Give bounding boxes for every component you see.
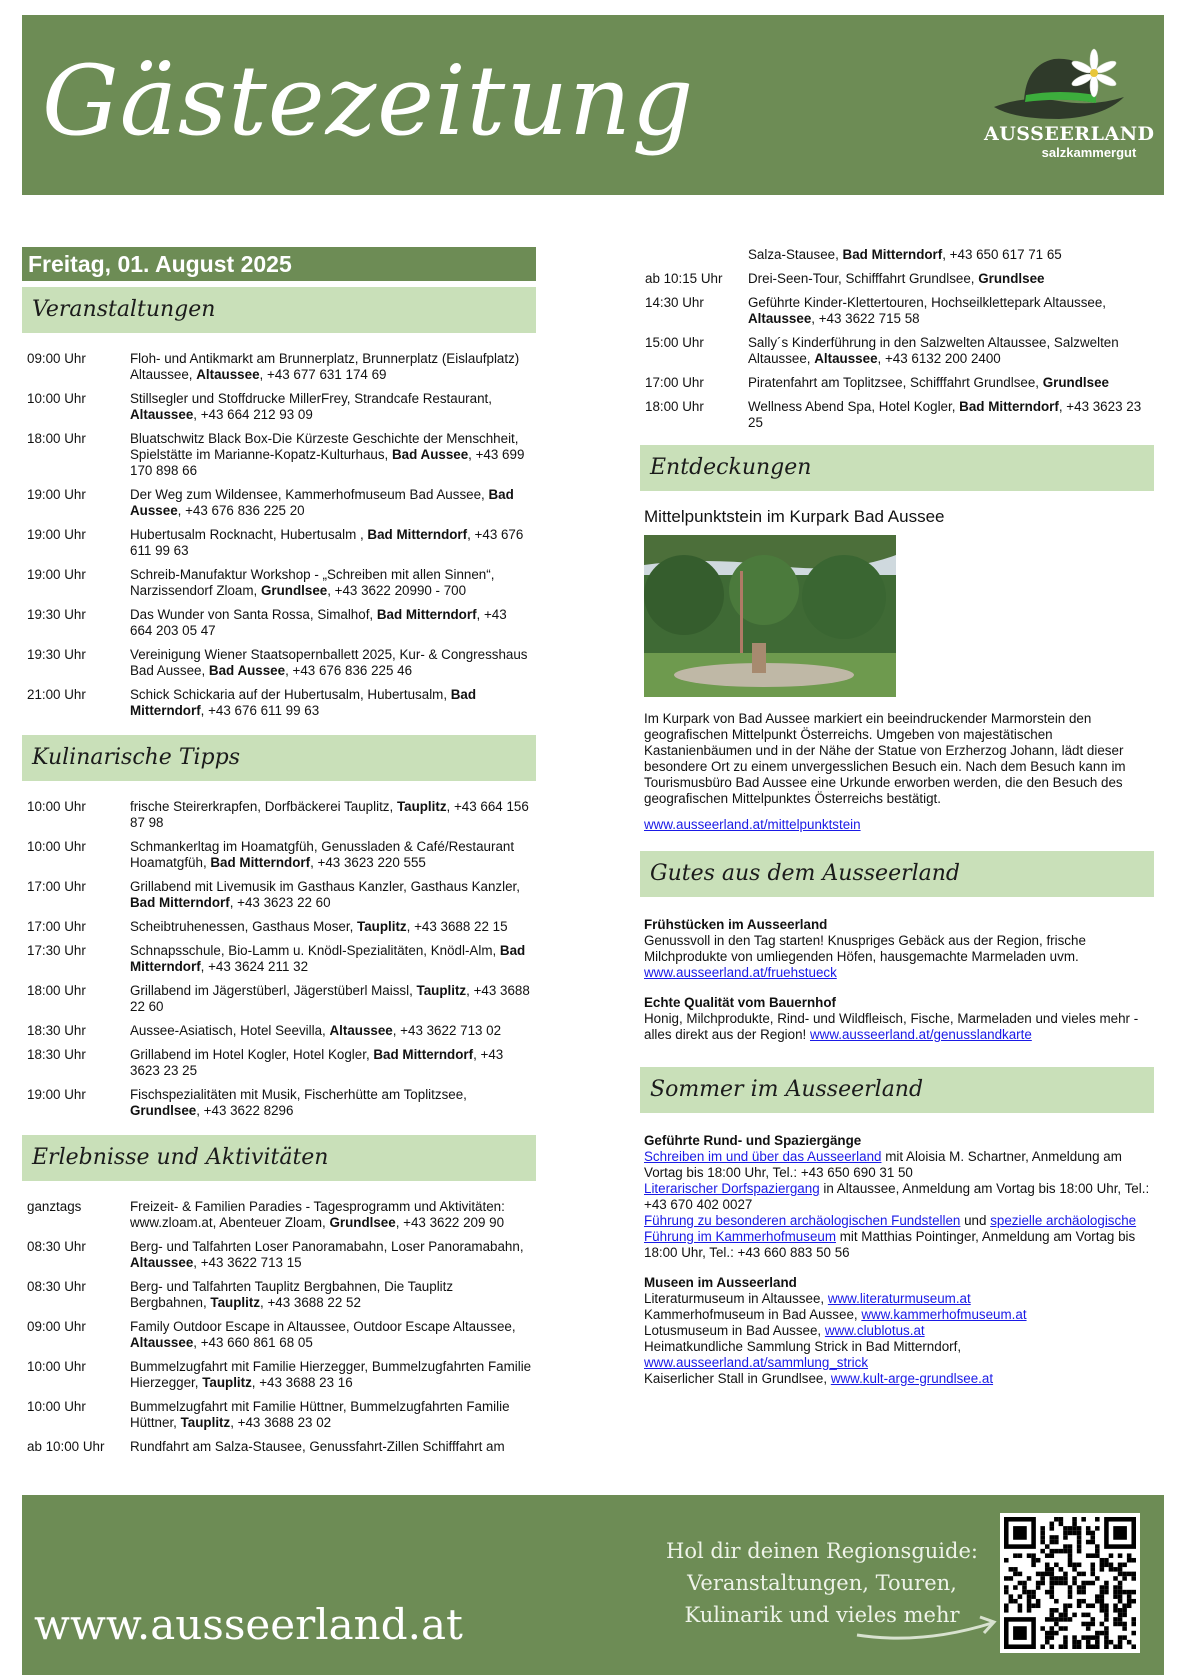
event-time: 18:00 Uhr bbox=[27, 431, 86, 446]
event-row bbox=[640, 247, 1154, 263]
event-location: Grundlsee bbox=[130, 1103, 197, 1118]
event-description: Schmankerltag im Hoamatgfüh, Genussladen & Café/Restaurant Hoamatgfüh, Bad Mitterndorf, +43 3623 220 555 bbox=[130, 839, 515, 870]
date-heading: Freitag, 01. August 2025 bbox=[22, 247, 536, 281]
event-row bbox=[22, 1199, 536, 1231]
event-time: 19:00 Uhr bbox=[27, 567, 86, 582]
event-time: 21:00 Uhr bbox=[27, 687, 86, 702]
event-row bbox=[640, 335, 1154, 367]
event-description: Stillsegler und Stoffdrucke MillerFrey, Strandcafe Restaurant, Altaussee, +43 664 212 93 09 bbox=[130, 391, 492, 422]
museum-list bbox=[640, 1291, 1154, 1387]
section-veranstaltungen: Veranstaltungen bbox=[22, 287, 536, 333]
event-time: 17:00 Uhr bbox=[27, 879, 86, 894]
event-row bbox=[22, 1399, 536, 1431]
event-description: Family Outdoor Escape in Altaussee, Outdoor Escape Altaussee, Altaussee, +43 660 861 68 05 bbox=[130, 1319, 516, 1350]
event-location: Tauplitz bbox=[396, 799, 447, 814]
right-column bbox=[640, 247, 1154, 1387]
event-description: Floh- und Antikmarkt am Brunnerplatz, Brunnerplatz (Eislaufplatz) Altaussee, Altaussee, +43 677 631 174 69 bbox=[130, 351, 520, 382]
fruehstueck-link[interactable]: www.ausseerland.at/fruehstueck bbox=[644, 965, 837, 980]
event-time bbox=[640, 247, 748, 263]
footer-banner bbox=[22, 1495, 1164, 1675]
mittelpunktstein-link[interactable]: www.ausseerland.at/mittelpunktstein bbox=[644, 817, 861, 832]
event-time: 08:30 Uhr bbox=[27, 1239, 86, 1254]
event-description: Das Wunder von Santa Rossa, Simalhof, Bad Mitterndorf, +43 664 203 05 47 bbox=[130, 607, 507, 638]
event-description: Vereinigung Wiener Staatsopernballett 2025, Kur- & Congresshaus Bad Aussee, Bad Aussee, +43 676 836 225 46 bbox=[130, 647, 528, 678]
event-location: Bad Mitterndorf bbox=[130, 687, 477, 718]
event-location: Altaussee bbox=[130, 407, 194, 422]
event-description: Der Weg zum Wildensee, Kammerhofmuseum Bad Aussee, Bad Aussee, +43 676 836 225 20 bbox=[130, 487, 514, 518]
section-sommer: Sommer im Ausseerland bbox=[640, 1067, 1154, 1113]
event-time: 10:00 Uhr bbox=[27, 1359, 86, 1374]
kurpark-photo bbox=[644, 535, 896, 697]
event-location: Bad Mitterndorf bbox=[959, 399, 1059, 414]
event-row bbox=[22, 839, 536, 871]
entdeckung-text: Im Kurpark von Bad Aussee markiert ein beeindruckender Marmorstein den geografischen Mittelpunkt Österreichs. Umgeben von majestätischen Kastanienbäumen und in der Nähe der Statue von Erzherzog Johann, lädt dieser besondere Ort zu einem unvergesslichen Besuch ein. Nach dem Besuch kann im Tourismusbüro Bad Aussee eine Urkunde erworben werden, die den Besuch des geografischen Mittelpunktes Österreichs bestätigt. bbox=[644, 711, 1126, 806]
event-time: ganztags bbox=[27, 1199, 82, 1214]
event-time: 19:00 Uhr bbox=[27, 527, 86, 542]
left-column bbox=[22, 247, 536, 1463]
event-row bbox=[640, 399, 1154, 431]
erlebnisse-list bbox=[22, 1199, 536, 1455]
event-row bbox=[22, 1359, 536, 1391]
veranstaltungen-list bbox=[22, 351, 536, 719]
event-row bbox=[640, 295, 1154, 327]
event-location: Grundlsee bbox=[1042, 375, 1109, 390]
fruehstueck-heading: Frühstücken im Ausseerland bbox=[644, 917, 828, 932]
entdeckung-title: Mittelpunktstein im Kurpark Bad Aussee bbox=[644, 507, 945, 526]
section-erlebnisse: Erlebnisse und Aktivitäten bbox=[22, 1135, 536, 1181]
event-description: Salza-Stausee, Bad Mitterndorf, +43 650 617 71 65 bbox=[748, 247, 1062, 262]
event-row bbox=[22, 799, 536, 831]
event-description: Berg- und Talfahrten Loser Panoramabahn, Loser Panoramabahn, Altaussee, +43 3622 713 15 bbox=[130, 1239, 524, 1270]
event-row bbox=[22, 983, 536, 1015]
event-description: Grillabend mit Livemusik im Gasthaus Kanzler, Gasthaus Kanzler, Bad Mitterndorf, +43 3623 22 60 bbox=[130, 879, 520, 910]
event-description: Grillabend im Jägerstüberl, Jägerstüberl Maissl, Tauplitz, +43 3688 22 60 bbox=[130, 983, 530, 1014]
event-description: Freizeit- & Familien Paradies - Tagesprogramm und Aktivitäten: www.zloam.at, Abenteuer Zloam, Grundlsee, +43 3622 209 90 bbox=[130, 1199, 505, 1230]
event-location: Bad Mitterndorf bbox=[130, 895, 230, 910]
event-description: Fischspezialitäten mit Musik, Fischerhütte am Toplitzsee, Grundlsee, +43 3622 8296 bbox=[130, 1087, 467, 1118]
museum-link[interactable]: www.kammerhofmuseum.at bbox=[861, 1307, 1027, 1322]
page-title: Gästezeitung bbox=[42, 45, 695, 157]
museum-link[interactable]: www.ausseerland.at/sammlung_strick bbox=[644, 1355, 869, 1370]
genusslandkarte-link[interactable]: www.ausseerland.at/genusslandkarte bbox=[809, 1027, 1032, 1042]
bauernhof-heading: Echte Qualität vom Bauernhof bbox=[644, 995, 836, 1010]
spaziergang-b bbox=[640, 1181, 1154, 1213]
event-row bbox=[22, 1439, 536, 1455]
museum-item: Heimatkundliche Sammlung Strick in Bad Mitterndorf, www.ausseerland.at/sammlung_strick bbox=[644, 1339, 962, 1370]
kammerhof-fuehrung-link[interactable]: spezielle archäologische Führung im Kammerhofmuseum bbox=[644, 1213, 1137, 1244]
section-gutes: Gutes aus dem Ausseerland bbox=[640, 851, 1154, 897]
event-location: Altaussee bbox=[130, 1335, 194, 1350]
event-time: 18:00 Uhr bbox=[645, 399, 704, 414]
spaziergaenge-heading: Geführte Rund- und Spaziergänge bbox=[644, 1133, 862, 1148]
event-description: Bluatschwitz Black Box-Die Kürzeste Geschichte der Menschheit, Spielstätte im Marianne-Kopatz-Kulturhaus, Bad Aussee, +43 699 170 898 66 bbox=[130, 431, 525, 478]
event-time: 18:30 Uhr bbox=[27, 1047, 86, 1062]
event-time: 19:30 Uhr bbox=[27, 607, 86, 622]
event-location: Tauplitz bbox=[180, 1415, 231, 1430]
event-location: Altaussee bbox=[130, 1255, 194, 1270]
event-description: Drei-Seen-Tour, Schifffahrt Grundlsee, Grundlsee bbox=[748, 271, 1045, 286]
museum-link[interactable]: www.clublotus.at bbox=[824, 1323, 925, 1338]
event-location: Altaussee bbox=[196, 367, 260, 382]
event-location: Tauplitz bbox=[210, 1295, 261, 1310]
event-description: Wellness Abend Spa, Hotel Kogler, Bad Mitterndorf, +43 3623 23 25 bbox=[748, 399, 1142, 430]
event-time: 19:00 Uhr bbox=[27, 1087, 86, 1102]
event-row bbox=[22, 879, 536, 911]
event-time: 19:30 Uhr bbox=[27, 647, 86, 662]
fundstellen-mid: und bbox=[960, 1213, 991, 1228]
event-location: Grundlsee bbox=[260, 583, 328, 598]
event-row bbox=[22, 351, 536, 383]
event-time: 17:00 Uhr bbox=[27, 919, 86, 934]
event-description: Piratenfahrt am Toplitzsee, Schifffahrt Grundlsee, Grundlsee bbox=[748, 375, 1109, 390]
logo-subtitle: salzkammergut bbox=[1041, 145, 1137, 160]
event-row bbox=[22, 1023, 536, 1039]
event-location: Bad Mitterndorf bbox=[367, 527, 468, 542]
ausseerland-logo[interactable] bbox=[984, 45, 1155, 165]
museum-link[interactable]: www.kult-arge-grundlsee.at bbox=[830, 1371, 994, 1386]
section-entdeckungen: Entdeckungen bbox=[640, 445, 1154, 491]
kulinarisch-list bbox=[22, 799, 536, 1119]
event-row bbox=[22, 567, 536, 599]
event-row bbox=[22, 391, 536, 423]
event-row bbox=[640, 375, 1154, 391]
event-time: 14:30 Uhr bbox=[645, 295, 704, 310]
event-row bbox=[22, 431, 536, 479]
section-kulinarisch: Kulinarische Tipps bbox=[22, 735, 536, 781]
museum-item: Kammerhofmuseum in Bad Aussee, www.kammerhofmuseum.at bbox=[644, 1307, 1027, 1322]
event-row bbox=[22, 1319, 536, 1351]
event-time: 17:30 Uhr bbox=[27, 943, 86, 958]
event-location: Bad Aussee bbox=[392, 447, 469, 462]
fundstellen-link[interactable]: Führung zu besonderen archäologischen Fundstellen bbox=[644, 1213, 961, 1228]
cta-line-3: Kulinarik und vieles mehr bbox=[684, 1603, 960, 1627]
event-description: Bummelzugfahrt mit Familie Hierzegger, Bummelzugfahrten Familie Hierzegger, Tauplitz, +43 3688 23 16 bbox=[130, 1359, 532, 1390]
event-location: Grundlsee bbox=[978, 271, 1045, 286]
event-description: Schreib-Manufaktur Workshop - „Schreiben mit allen Sinnen“, Narzissendorf Zloam, Grundlsee, +43 3622 20990 - 700 bbox=[130, 567, 495, 598]
event-description: Schnapsschule, Bio-Lamm u. Knödl-Spezialitäten, Knödl-Alm, Bad Mitterndorf, +43 3624 211 32 bbox=[130, 943, 526, 974]
schreiben-text: mit Aloisia M. Schartner, Anmeldung am Vortag bis 18:00 Uhr, Tel.: +43 650 690 31 50 bbox=[644, 1149, 1122, 1180]
event-time: ab 10:00 Uhr bbox=[27, 1439, 105, 1454]
footer-website[interactable]: www.ausseerland.at bbox=[34, 1600, 463, 1649]
event-location: Bad Aussee bbox=[208, 663, 286, 678]
qr-code[interactable] bbox=[1000, 1513, 1140, 1653]
event-time: 10:00 Uhr bbox=[27, 1399, 86, 1414]
event-description: Bummelzugfahrt mit Familie Hüttner, Bummelzugfahrten Familie Hüttner, Tauplitz, +43 3688 23 02 bbox=[130, 1399, 510, 1430]
museum-item: Kaiserlicher Stall in Grundlsee, www.kult-arge-grundlsee.at bbox=[644, 1371, 994, 1386]
event-description: Grillabend im Hotel Kogler, Hotel Kogler, Bad Mitterndorf, +43 3623 23 25 bbox=[130, 1047, 504, 1078]
event-time: 08:30 Uhr bbox=[27, 1279, 86, 1294]
cta-line-2: Veranstaltungen, Touren, bbox=[687, 1571, 957, 1595]
cta-line-1: Hol dir deinen Regionsguide: bbox=[666, 1539, 978, 1563]
event-description: Geführte Kinder-Klettertouren, Hochseilklettepark Altaussee, Altaussee, +43 3622 715 58 bbox=[748, 295, 1107, 326]
event-row bbox=[22, 1087, 536, 1119]
event-row bbox=[22, 1047, 536, 1079]
dorfspaziergang-text: in Altaussee, Anmeldung am Vortag bis 18:00 Uhr, Tel.: +43 670 402 0027 bbox=[644, 1181, 1150, 1212]
bauernhof-text bbox=[640, 1011, 1154, 1043]
schreiben-link[interactable]: Schreiben im und über das Ausseerland bbox=[644, 1149, 882, 1164]
event-description: Sally´s Kinderführung in den Salzwelten Altaussee, Salzwelten Altaussee, Altaussee, +43 6132 200 2400 bbox=[748, 335, 1119, 366]
event-row bbox=[22, 527, 536, 559]
event-time: 10:00 Uhr bbox=[27, 391, 86, 406]
event-time: 18:00 Uhr bbox=[27, 983, 86, 998]
event-row bbox=[640, 271, 1154, 287]
event-description: Hubertusalm Rocknacht, Hubertusalm , Bad Mitterndorf, +43 676 611 99 63 bbox=[130, 527, 524, 558]
event-location: Bad Mitterndorf bbox=[376, 607, 477, 622]
event-row bbox=[22, 647, 536, 679]
event-location: Grundlsee bbox=[329, 1215, 396, 1230]
fruehstueck-text: Genussvoll in den Tag starten! Knuspriges Gebäck aus der Region, frische Milchprodukte von umliegenden Höfen, hausgemachte Marmeladen uvm. bbox=[644, 933, 1086, 964]
event-time: 10:00 Uhr bbox=[27, 799, 86, 814]
event-description: Aussee-Asiatisch, Hotel Seevilla, Altaussee, +43 3622 713 02 bbox=[130, 1023, 502, 1038]
event-description: Rundfahrt am Salza-Stausee, Genussfahrt-Zillen Schifffahrt am bbox=[130, 1439, 505, 1454]
event-description: Berg- und Talfahrten Tauplitz Bergbahnen, Die Tauplitz Bergbahnen, Tauplitz, +43 3688 22 52 bbox=[130, 1279, 454, 1310]
event-location: Bad Mitterndorf bbox=[373, 1047, 474, 1062]
event-location: Bad Mitterndorf bbox=[130, 943, 526, 974]
qr-code-icon bbox=[1000, 1513, 1140, 1653]
museen-heading: Museen im Ausseerland bbox=[644, 1275, 797, 1290]
dorfspaziergang-link[interactable]: Literarischer Dorfspaziergang bbox=[644, 1181, 820, 1196]
event-row bbox=[22, 1279, 536, 1311]
event-description: Schick Schickaria auf der Hubertusalm, Hubertusalm, Bad Mitterndorf, +43 676 611 99 63 bbox=[130, 687, 477, 718]
museum-item: Literaturmuseum in Altaussee, www.literaturmuseum.at bbox=[644, 1291, 971, 1306]
bauernhof-desc: Honig, Milchprodukte, Rind- und Wildfleisch, Fische, Marmeladen und vieles mehr - alles direkt aus der Region! bbox=[644, 1011, 1139, 1042]
event-location: Tauplitz bbox=[202, 1375, 252, 1390]
hat-icon bbox=[984, 45, 1134, 125]
spaziergang-a bbox=[640, 1149, 1154, 1181]
event-location: Tauplitz bbox=[416, 983, 467, 998]
event-location: Bad Aussee bbox=[130, 487, 514, 518]
event-time: 09:00 Uhr bbox=[27, 1319, 86, 1334]
event-location: Bad Mitterndorf bbox=[842, 247, 943, 262]
event-time: 09:00 Uhr bbox=[27, 351, 86, 366]
event-location: Bad Mitterndorf bbox=[210, 855, 311, 870]
spaziergang-c bbox=[640, 1213, 1154, 1261]
event-row bbox=[22, 487, 536, 519]
event-row bbox=[22, 919, 536, 935]
event-location: Altaussee bbox=[329, 1023, 393, 1038]
event-description: frische Steirerkrapfen, Dorfbäckerei Tauplitz, Tauplitz, +43 664 156 87 98 bbox=[130, 799, 529, 830]
event-row bbox=[22, 943, 536, 975]
event-time: 18:30 Uhr bbox=[27, 1023, 86, 1038]
event-time: ab 10:15 Uhr bbox=[645, 271, 723, 286]
museum-link[interactable]: www.literaturmuseum.at bbox=[827, 1291, 971, 1306]
event-time: 15:00 Uhr bbox=[645, 335, 704, 350]
fundstellen-text: mit Matthias Pointinger, Anmeldung am Vortag bis 18:00 Uhr, Tel.: +43 660 883 50 56 bbox=[644, 1229, 1136, 1260]
event-time: 19:00 Uhr bbox=[27, 487, 86, 502]
event-row bbox=[22, 607, 536, 639]
arrow-icon bbox=[852, 1605, 1012, 1645]
museum-item: Lotusmuseum in Bad Aussee, www.clublotus.at bbox=[644, 1323, 925, 1338]
event-location: Altaussee bbox=[814, 351, 878, 366]
event-time: 17:00 Uhr bbox=[645, 375, 704, 390]
event-time: 10:00 Uhr bbox=[27, 839, 86, 854]
event-description: Scheibtruhenessen, Gasthaus Moser, Tauplitz, +43 3688 22 15 bbox=[130, 919, 508, 934]
event-row bbox=[22, 1239, 536, 1271]
event-row bbox=[22, 687, 536, 719]
event-location: Altaussee bbox=[748, 311, 812, 326]
logo-wordmark: AUSSEERLAND bbox=[984, 123, 1155, 145]
event-location: Tauplitz bbox=[357, 919, 407, 934]
erlebnisse-continued-list bbox=[640, 247, 1154, 431]
header-banner bbox=[22, 15, 1164, 195]
